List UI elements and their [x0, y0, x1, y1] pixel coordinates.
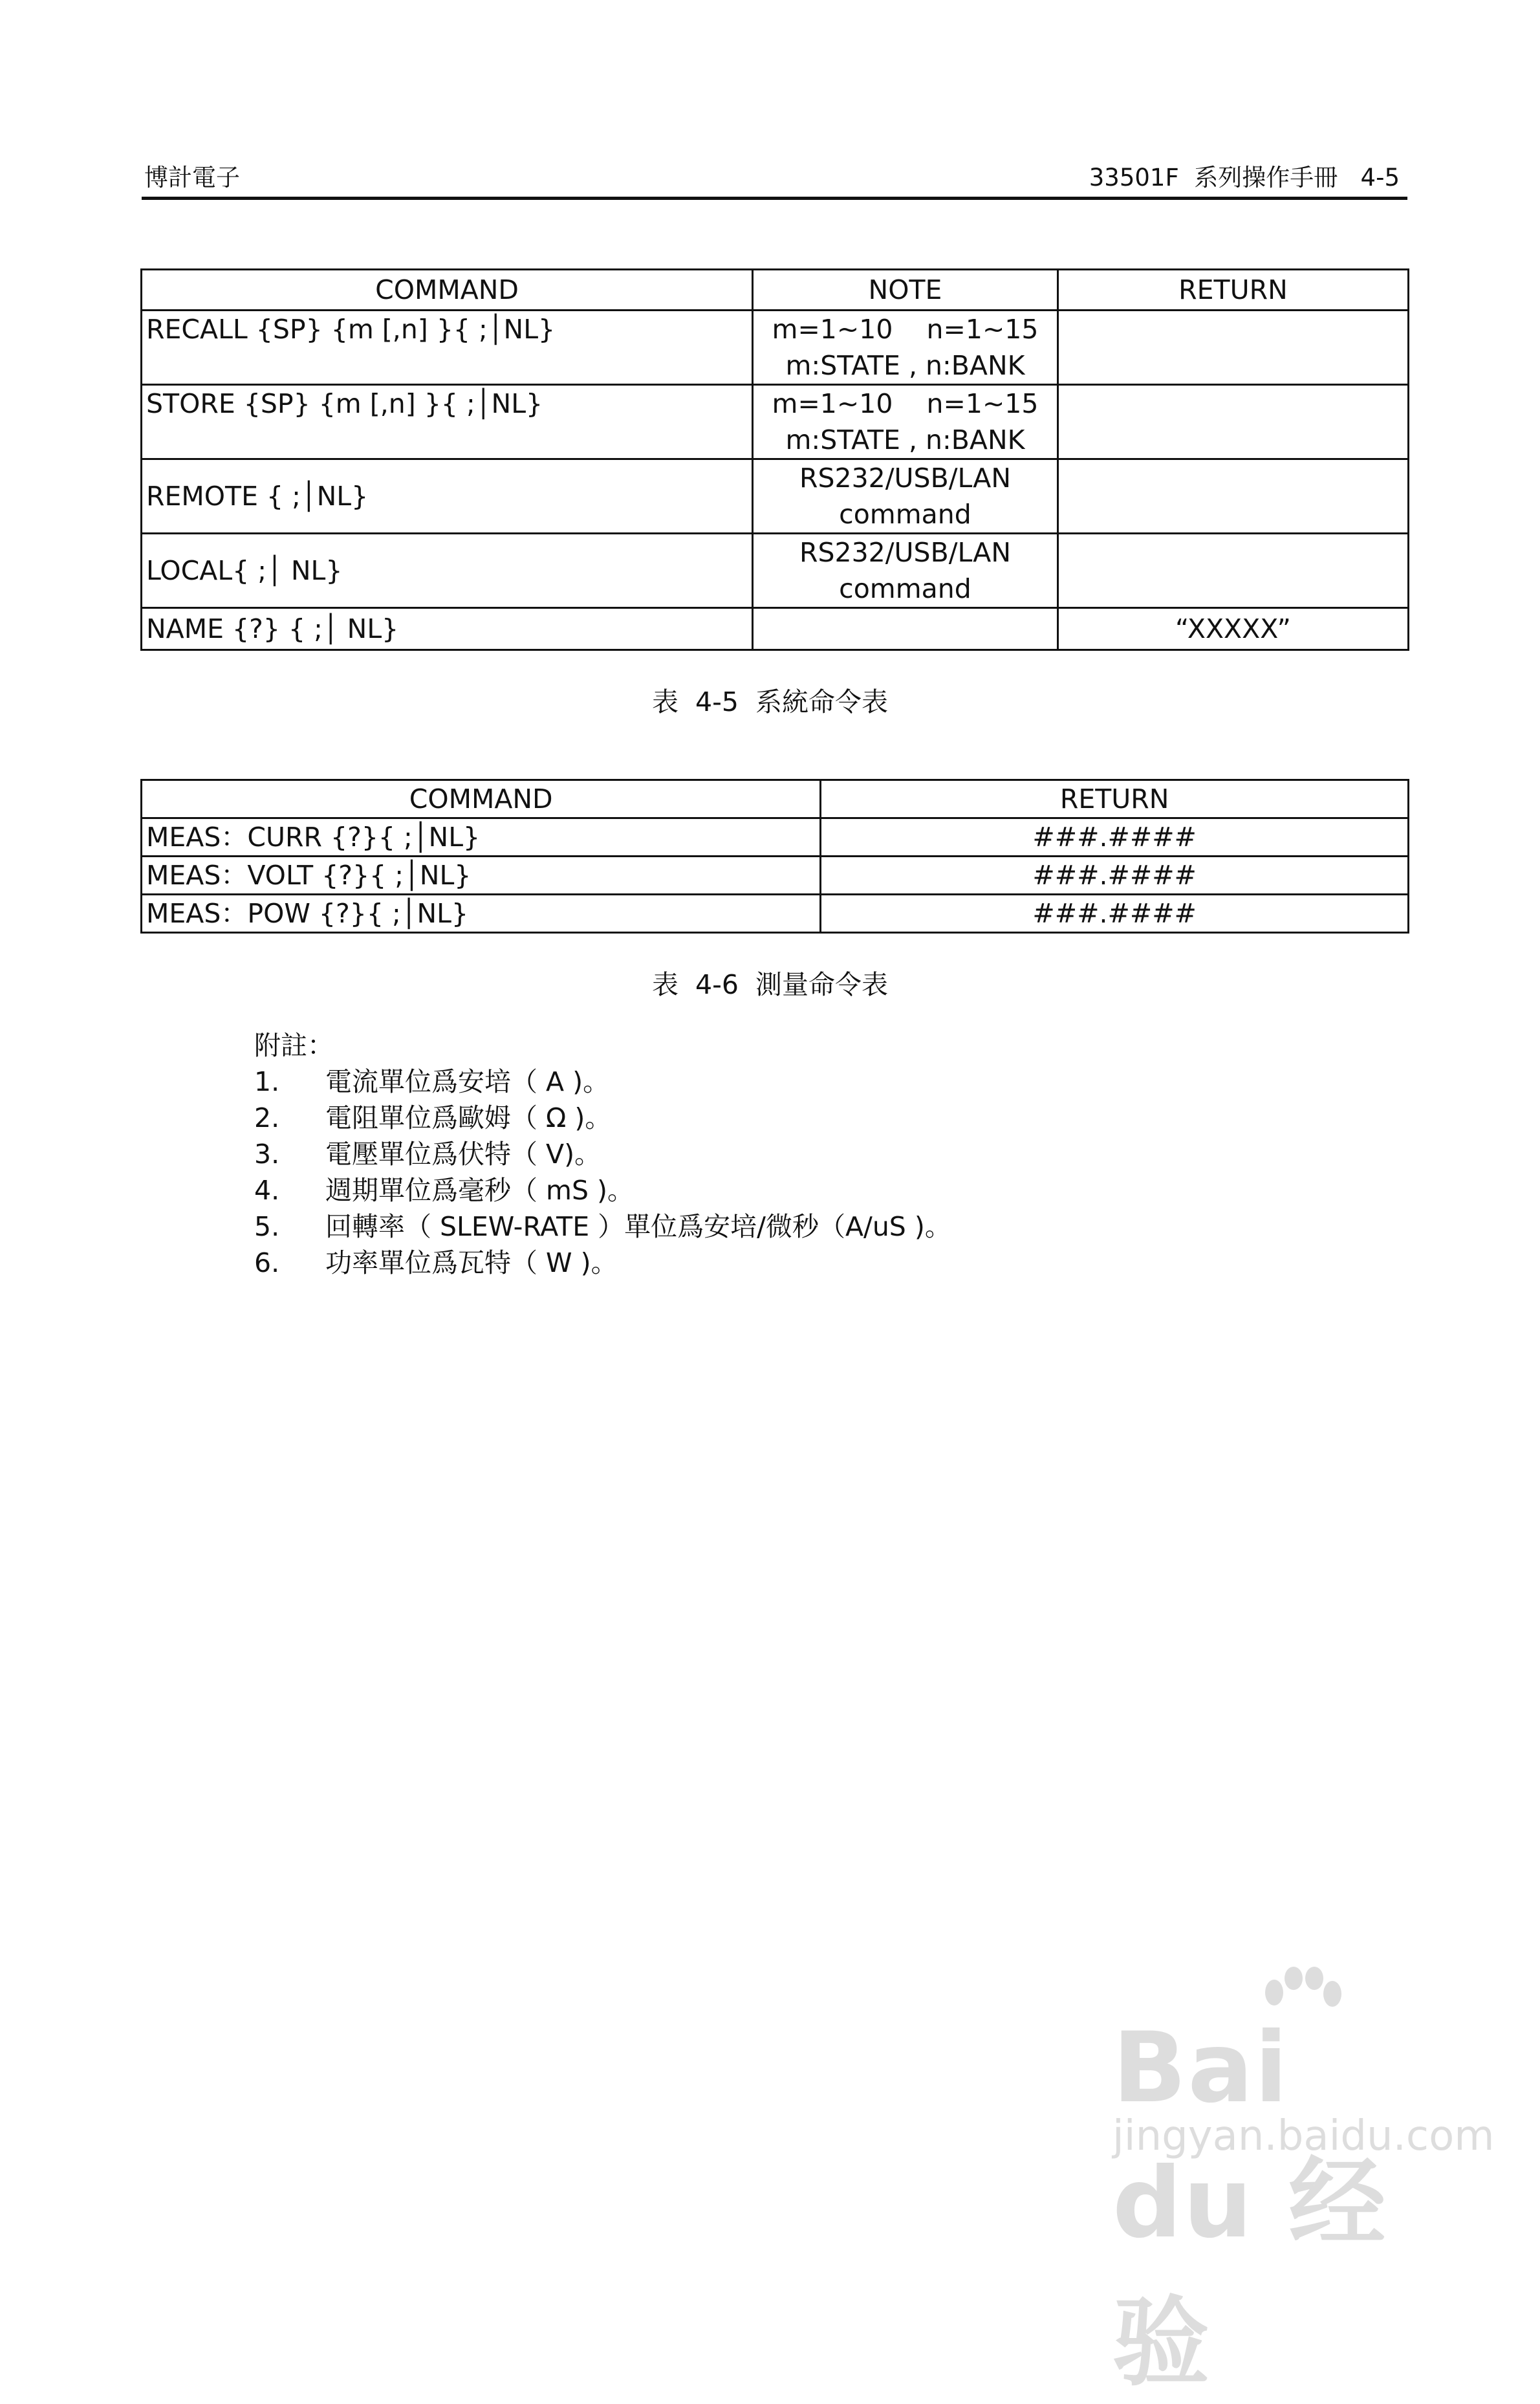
table-row — [142, 895, 1409, 933]
return-cell — [1057, 385, 1408, 459]
table-caption: 表 4-5 系統命令表 — [651, 686, 889, 717]
command-cell: RECALL {SP} {m [,n] }{ ;│NL} — [142, 311, 753, 385]
table-header-row — [142, 780, 1409, 818]
list-item — [254, 1245, 618, 1281]
note-line: RS232/USB/LAN — [799, 537, 1012, 568]
watermark-brand: Bai du 经验 — [1112, 2012, 1387, 2399]
list-number: 2. — [254, 1102, 280, 1133]
table-row — [142, 534, 1409, 608]
list-text: 電壓單位爲伏特（ V)。 — [325, 1139, 602, 1170]
header-company: 博計電子 — [144, 164, 240, 191]
return-cell: “XXXXX” — [1057, 608, 1408, 650]
column-header: COMMAND — [142, 270, 753, 311]
column-header: NOTE — [753, 270, 1058, 311]
list-item — [254, 1100, 612, 1136]
note-cell — [753, 608, 1058, 650]
header-manual-title: 33501F 系列操作手冊 4-5 — [1089, 164, 1400, 191]
table-row — [142, 459, 1409, 534]
note-line: RS232/USB/LAN — [799, 463, 1012, 494]
list-number: 1. — [254, 1066, 280, 1097]
watermark-url: jingyan.baidu.com — [1112, 2112, 1495, 2160]
return-cell: ###.#### — [821, 857, 1409, 895]
table-row — [142, 385, 1409, 459]
list-item — [254, 1208, 951, 1245]
list-number: 6. — [254, 1247, 280, 1278]
note-cell — [753, 311, 1058, 385]
note-cell — [753, 534, 1058, 608]
command-cell: MEAS：CURR {?}{ ;│NL} — [142, 818, 821, 857]
command-cell: MEAS：POW {?}{ ;│NL} — [142, 895, 821, 933]
return-cell — [1057, 459, 1408, 534]
return-cell — [1057, 311, 1408, 385]
notes-section — [254, 1027, 951, 1281]
list-text: 電流單位爲安培（ A )。 — [325, 1066, 610, 1097]
command-cell: MEAS：VOLT {?}{ ;│NL} — [142, 857, 821, 895]
list-item — [254, 1064, 610, 1100]
note-cell — [753, 459, 1058, 534]
list-text: 週期單位爲毫秒（ mS )。 — [325, 1175, 634, 1206]
table-header-row — [142, 270, 1409, 311]
note-line: command — [839, 573, 971, 604]
note-line: command — [839, 499, 971, 530]
table-row — [142, 608, 1409, 650]
list-text: 功率單位爲瓦特（ W )。 — [325, 1247, 618, 1278]
column-header: COMMAND — [142, 780, 821, 818]
table-row — [142, 311, 1409, 385]
table-caption: 表 4-6 測量命令表 — [651, 969, 889, 1000]
measure-command-table — [140, 779, 1409, 934]
return-cell: ###.#### — [821, 895, 1409, 933]
command-cell: REMOTE { ;│NL} — [142, 459, 753, 534]
note-line: m:STATE , n:BANK — [785, 350, 1025, 381]
list-text: 電阻單位爲歐姆（ Ω )。 — [325, 1102, 612, 1133]
page-header — [142, 163, 1407, 193]
command-cell: STORE {SP} {m [,n] }{ ;│NL} — [142, 385, 753, 459]
note-line: m:STATE , n:BANK — [785, 424, 1025, 455]
list-item — [254, 1136, 602, 1172]
table-row — [142, 857, 1409, 895]
column-header: RETURN — [821, 780, 1409, 818]
return-cell: ###.#### — [821, 818, 1409, 857]
note-line: m=1~10 n=1~15 — [772, 314, 1039, 345]
column-header: RETURN — [1057, 270, 1408, 311]
baidu-watermark — [1087, 1967, 1495, 2399]
notes-title: 附註： — [254, 1030, 334, 1061]
list-number: 3. — [254, 1139, 280, 1170]
note-line: m=1~10 n=1~15 — [772, 388, 1039, 419]
list-text: 回轉率（ SLEW-RATE ）單位爲安培/微秒（A/uS )。 — [325, 1211, 951, 1242]
header-rule — [142, 197, 1407, 200]
list-number: 4. — [254, 1175, 280, 1206]
list-number: 5. — [254, 1211, 280, 1242]
command-cell: NAME {?} { ;│ NL} — [142, 608, 753, 650]
command-cell: LOCAL{ ;│ NL} — [142, 534, 753, 608]
system-command-table — [140, 268, 1409, 651]
return-cell — [1057, 534, 1408, 608]
note-cell — [753, 385, 1058, 459]
list-item — [254, 1172, 634, 1208]
table-row — [142, 818, 1409, 857]
